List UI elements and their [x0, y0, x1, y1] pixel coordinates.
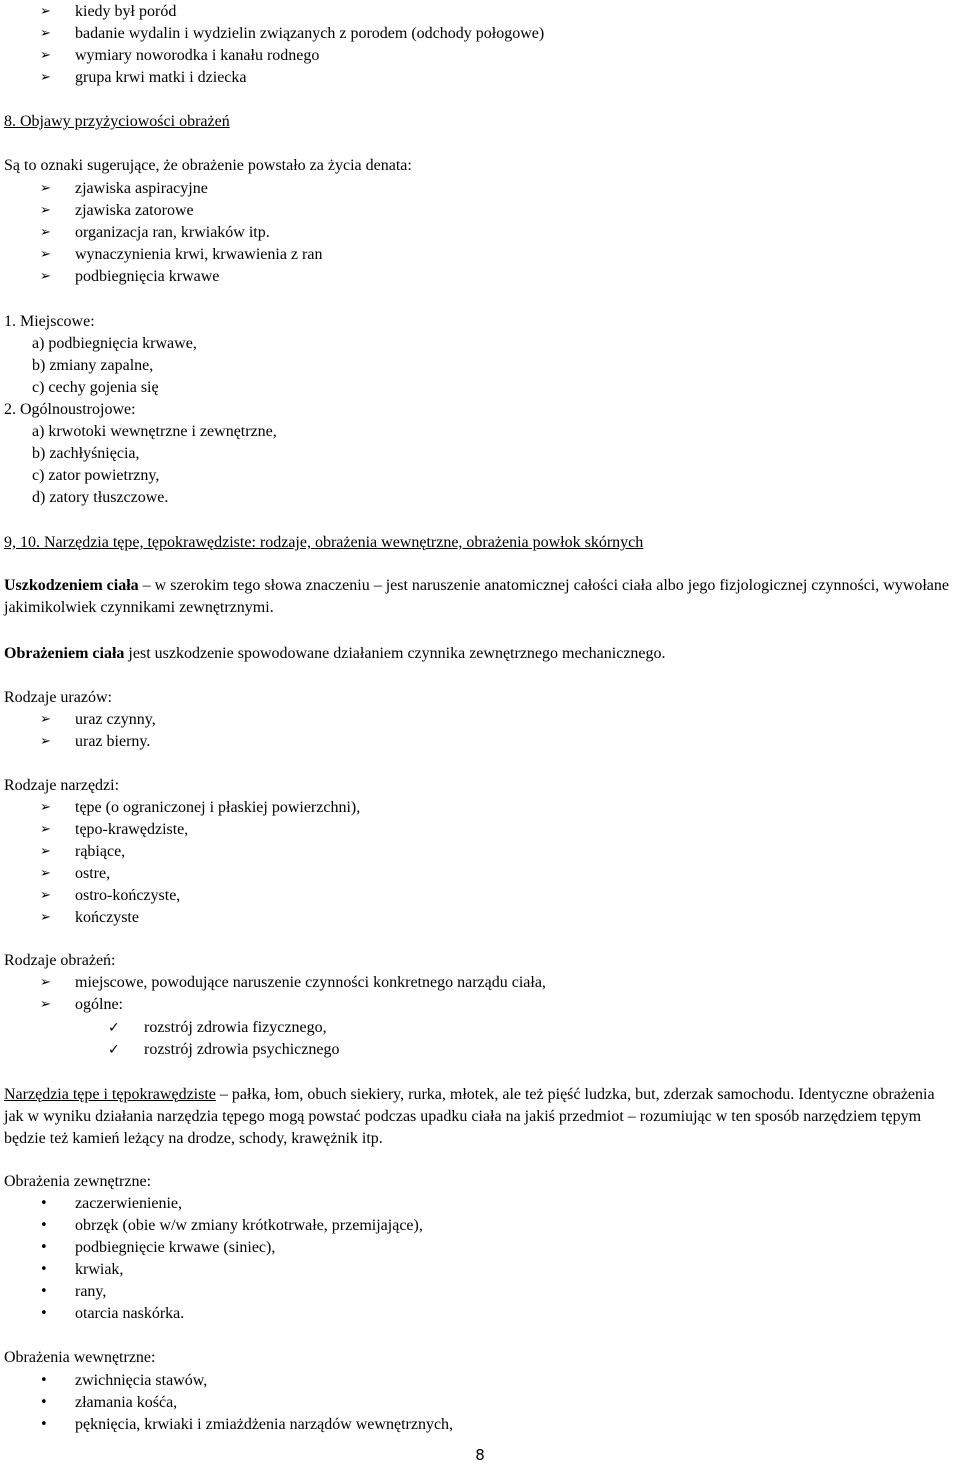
arrow-bullet-icon: ➢ — [40, 203, 51, 218]
dot-bullet-icon: • — [40, 1417, 48, 1432]
list-item: • obrzęk (obie w/w zmiany krótkotrwałe, przemijające), — [40, 1217, 423, 1234]
list-item: ➢ uraz czynny, — [40, 711, 156, 728]
list-item: • pęknięcia, krwiaki i zmiażdżenia narządów wewnętrznych, — [40, 1416, 454, 1433]
definition-paragraph: Uszkodzeniem ciała – w szerokim tego słowa znaczeniu – jest naruszenie anatomicznej całości ciała albo jego fizjologicznej czynności, wywołane jakimikolwiek czynnikami zewnętrznymi. — [4, 577, 950, 616]
arrow-bullet-icon: ➢ — [40, 269, 51, 284]
list-item: • rany, — [40, 1283, 107, 1300]
section-heading: 9, 10. Narzędzia tępe, tępokrawędziste: rodzaje, obrażenia wewnętrzne, obrażenia powłok skórnych — [4, 534, 644, 551]
dot-bullet-icon: • — [40, 1262, 48, 1277]
dot-bullet-icon: • — [40, 1306, 48, 1321]
injury-types-label: Rodzaje urazów: — [4, 689, 112, 706]
list-item: c) cechy gojenia się — [32, 379, 159, 396]
dot-bullet-icon: • — [40, 1373, 48, 1388]
wound-types-label: Rodzaje obrażeń: — [4, 952, 116, 969]
list-item: ➢ kiedy był poród — [40, 3, 177, 20]
internal-label: Obrażenia wewnętrzne: — [4, 1349, 156, 1366]
arrow-bullet-icon: ➢ — [40, 734, 51, 749]
arrow-bullet-icon: ➢ — [40, 247, 51, 262]
list-item: ➢ ogólne: — [40, 996, 123, 1013]
list-item: • podbiegnięcie krwawe (siniec), — [40, 1239, 276, 1256]
arrow-bullet-icon: ➢ — [40, 822, 51, 837]
list-item: b) zachłyśnięcia, — [32, 445, 140, 462]
arrow-bullet-icon: ➢ — [40, 181, 51, 196]
arrow-bullet-icon: ➢ — [40, 800, 51, 815]
list-item: ➢ wynaczynienia krwi, krwawienia z ran — [40, 246, 323, 263]
list-item: c) zator powietrzny, — [32, 467, 160, 484]
list-item: • zwichnięcia stawów, — [40, 1372, 208, 1389]
list-item: ➢ miejscowe, powodujące naruszenie czynności konkretnego narządu ciała, — [40, 974, 546, 991]
list-item: a) podbiegnięcia krwawe, — [32, 335, 197, 352]
list-item: ➢ ostre, — [40, 865, 111, 882]
list-item: b) zmiany zapalne, — [32, 357, 154, 374]
general-label: 2. Ogólnoustrojowe: — [4, 401, 136, 418]
arrow-bullet-icon: ➢ — [40, 866, 51, 881]
tools-paragraph: Narzędzia tępe i tępokrawędziste – pałka, łom, obuch siekiery, rurka, młotek, ale też pięść ludzka, but, zderzak samochodu. Identyczne obrażenia jak w wyniku działania narzędzia tępego mogą powstać podczas upadku ciała na jakiś przedmiot – rozumiując w ten sposób narzędziem tępym będzie też kamień leżący na drodze, schody, krawężnik itp. — [4, 1086, 935, 1147]
list-item: ➢ zjawiska aspiracyjne — [40, 180, 208, 197]
list-item: ➢ grupa krwi matki i dziecka — [40, 69, 247, 86]
tool-types-label: Rodzaje narzędzi: — [4, 777, 120, 794]
dot-bullet-icon: • — [40, 1395, 48, 1410]
list-item: ➢ uraz bierny. — [40, 733, 151, 750]
arrow-bullet-icon: ➢ — [40, 26, 51, 41]
arrow-bullet-icon: ➢ — [40, 975, 51, 990]
intro-text: Są to oznaki sugerujące, że obrażenie powstało za życia denata: — [4, 157, 412, 174]
list-item: ✓ rozstrój zdrowia psychicznego — [108, 1041, 340, 1058]
list-item: ➢ zjawiska zatorowe — [40, 202, 194, 219]
list-item: ✓ rozstrój zdrowia fizycznego, — [108, 1019, 327, 1036]
arrow-bullet-icon: ➢ — [40, 225, 51, 240]
list-item: ➢ ostro-kończyste, — [40, 887, 181, 904]
arrow-bullet-icon: ➢ — [40, 70, 51, 85]
list-item: ➢ wymiary noworodka i kanału rodnego — [40, 47, 320, 64]
dot-bullet-icon: • — [40, 1240, 48, 1255]
check-icon: ✓ — [108, 1020, 120, 1036]
arrow-bullet-icon: ➢ — [40, 910, 51, 925]
arrow-bullet-icon: ➢ — [40, 712, 51, 727]
list-item: ➢ tępo-krawędziste, — [40, 821, 189, 838]
dot-bullet-icon: • — [40, 1218, 48, 1233]
list-item: d) zatory tłuszczowe. — [32, 489, 169, 506]
list-item: ➢ organizacja ran, krwiaków itp. — [40, 224, 270, 241]
list-item: a) krwotoki wewnętrzne i zewnętrzne, — [32, 423, 277, 440]
page-number: 8 — [475, 1446, 485, 1464]
definition-paragraph: Obrażeniem ciała jest uszkodzenie spowodowane działaniem czynnika zewnętrznego mechanicznego. — [4, 645, 666, 662]
list-item: ➢ tępe (o ograniczonej i płaskiej powierzchni), — [40, 799, 361, 816]
list-item: • otarcia naskórka. — [40, 1305, 185, 1322]
arrow-bullet-icon: ➢ — [40, 888, 51, 903]
list-item: ➢ kończyste — [40, 909, 139, 926]
list-item: ➢ badanie wydalin i wydzielin związanych z porodem (odchody połogowe) — [40, 25, 545, 42]
local-label: 1. Miejscowe: — [4, 313, 95, 330]
check-icon: ✓ — [108, 1042, 120, 1058]
dot-bullet-icon: • — [40, 1196, 48, 1211]
list-item: • zaczerwienienie, — [40, 1195, 183, 1212]
section-heading: 8. Objawy przyżyciowości obrażeń — [4, 113, 230, 130]
list-item: • krwiak, — [40, 1261, 124, 1278]
list-item: ➢ podbiegnięcia krwawe — [40, 268, 220, 285]
arrow-bullet-icon: ➢ — [40, 844, 51, 859]
arrow-bullet-icon: ➢ — [40, 48, 51, 63]
list-item: ➢ rąbiące, — [40, 843, 126, 860]
dot-bullet-icon: • — [40, 1284, 48, 1299]
arrow-bullet-icon: ➢ — [40, 4, 51, 19]
list-item: • złamania kośća, — [40, 1394, 178, 1411]
arrow-bullet-icon: ➢ — [40, 997, 51, 1012]
external-label: Obrażenia zewnętrzne: — [4, 1173, 152, 1190]
